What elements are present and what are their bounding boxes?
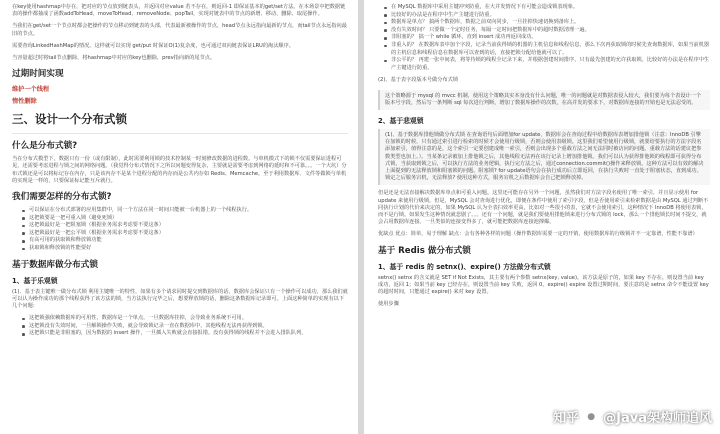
document-page-right [364,0,720,434]
avatar-icon: ● [583,409,599,425]
expiry-heading: 过期时间实现 [12,69,64,80]
pessimistic-after-paragraph: 但是还是无法直接解决数据库单点和可重入问题。这里还可能存在另外一个问题，虽然我们对方法字段名使用了唯一索引，并且显示使用 for update 来使用行级锁。但是，MySQL 会对查询进行优化，即便在条件中使用了索引字段，但是否使用索引来检索数据是由 MySQL 通过判断不同执行计划的代价来决定的，如果 MySQL 认为全表扫效率更高，比如对一些很小的表，它就不会使用索引，这种情况下 InnoDB 将使用表锁，而不是行锁。如果发生这种情况就悲剧了。。。还有一个问题，就是我们要使用排他锁来进行分布式锁的 lock，那么一个排他锁长时间不提交，就会占用数据库连接。一旦类似的连接变得多了，就可能把数据库连接池撑爆。 [378,190,709,226]
optimistic-paragraph: (1)、基于表主键唯一做分布式锁 利用主键唯一的特性，如果有多个请求同时提交到数据库的话，数据库会保证只有一个操作可以成功，那么我们就可以认为操作成功的那个线程获得了该方法的锁，当方法执行完毕之后，想要释放锁的话，删除这条数据库记录即可。上面这种简单的实现有以下几个问题： [12,288,348,309]
list-item: 没有失效时间？ 只要做一个定时任务，每隔一定时间把数据库中的超时数据清理一遍。 [384,27,710,35]
list-item: 可以保证在分布式部署的应用集群中，同一个方法在同一时间只能被一台机器上的一个线程执行。 [22,207,348,215]
list-item: 这把锁没有失效时间，一旦解锁操作失败，就会导致锁记录一直在数据库中，其他线程无法再获得到锁。 [22,323,348,331]
need-heading: 我们需要怎样的分布式锁? [12,192,112,203]
improvement-list [384,4,710,72]
pessimistic-heading: 2、基于悲观锁 [378,116,424,125]
pros-cons-paragraph: 优缺点 优点：简单，易于理解 缺点：会有各种各样的问题（操作数据库需要一定的开销，使用数据库的行级锁并不一定靠谱，性能不靠谱） [378,231,698,238]
optimistic-heading: 1、基于乐观锁 [12,276,58,285]
setnx-paragraph: setnx() setnx 的含义就是 SET if Not Exists，其主要有两个参数 setnx(key, value)。该方法是原子的，如果 key 不存在，则设置当前 key 成功，返回 1；如果当前 key 已经存在，则设置当前 key 失败，返回 0。expire() expire 设置过期时间，要注意的是 setnx 命令不能设置 key 的超时时间，只能通过 expire() 来对 key 设置。 [378,274,709,295]
version-heading: (2)、基于表字段版本号做分布式锁 [378,77,458,84]
what-heading: 什么是分布式锁? [12,141,78,152]
list-item: 非公平的？ 再建一张中间表，将等待锁的线程全记录下来，并根据创建时间排序，只有最先创建的允许获取锁。比较好的办法是在程序中生产主键进行防重。 [384,57,710,72]
list-item: 有高可用的获取锁和释放锁功能 [22,237,348,245]
list-item: 这把锁最好是一把阻塞锁（根据业务需求考虑要不要这条） [22,222,348,230]
version-paragraph: 这个策略源于 mysql 的 mvcc 机制，使用这个策略其实本身没有什么问题，唯一的问题就是对数据表侵入较大，我们要为每个表设计一个版本号字段，然后写一条判断 sql 每次进行判断，增加了数据库操作的次数，在高并发的要求下，对数据库连接的开销也是无法忍受的。 [385,92,702,106]
need-list [22,207,348,253]
intro-paragraph: 需要查询LinkedHashMap的情况。这样就可以实现 get/put 时保证O(1)复杂度，也可通过双向链表保证LRU的淘汰顺序。 [12,42,294,49]
divider [12,133,348,134]
pessimistic-paragraph: (1)、基于数据库排他锁做分布式锁 在查询语句后面增加for update，数据库会在查询过程中给数据库表增加排他锁（注意：InnoDB 引擎在加锁的时候，只有通过索引进行检索的时候才会使用行级锁，否则会使用表级锁。这里我们希望使用行级锁，就要给要执行的方法字段名添加索引，值得注意的是，这个索引一定要创建成唯一索引，否则会出现多个重载方法之间无法同时被访问的问题。重载方法的话建议把参数类型也加上。）。当某条记录被加上排他锁之后，其他线程无法再在该行记录上增加排他锁。我们可以认为获得排他锁的线程即可获得分布式锁，当获取到锁之后，可以执行方法的业务逻辑，执行完方法之后，通过connection.commit()操作来释放锁。这种方法可以有效的解决上面提到的无法释放锁和阻塞锁的问题。阻塞锁? for update语句会在执行成功后立即返回，在执行失败时一直处于阻塞状态，直到成功。锁定之后服务宕机，无法释放? 使用这种方式，服务宕机之后数据库会自己把锁释放掉。 [385,131,704,182]
list-item: 这把锁最好是一把公平锁（根据业务需求考虑要不要这条） [22,230,348,238]
optimistic-list [22,315,348,338]
section-title: 三、设计一个分布式锁 [12,112,127,127]
version-quote [378,90,710,110]
list-item: 这把锁要是一把可重入锁（避免死锁） [22,215,348,223]
list-item: 这把锁只能是非阻塞的，因为数据的 insert 操作，一旦插入失败就会直接报错。没有获得锁的线程并不会进入排队队列， [22,330,348,338]
intro-paragraph: 在key使用hashmap中存在，把对应的节点放到链表头，并返回对应value 若不存在，则返回-1 即保证基本的get/set方法。在本场景中把数据链表的操作都抽成了函数addToHead、moveToHead、removeNode、popTail，实现对链表中的节点的新增、移动、删除、取尾操作。 [12,4,346,18]
document-page-left [0,0,358,434]
setnx-heading: 1、基于 redis 的 setnx()、expire() 方法做分布式锁 [378,262,551,271]
list-item: 非阻塞的？ 搞一个 while 循环，直到 insert 成功再返回成功。 [384,34,710,42]
intro-paragraph: 当容量超过时将tail节点删除，将hashmap中对应的key也删除，prev指向新的尾节点。 [12,55,216,62]
watermark [553,407,712,426]
list-item: 比较好的办法是在程序中生产主键进行防重。 [384,12,710,20]
expiry-item: 惰性删除 [12,98,37,106]
list-item: 在 MySQL 数据库中采用主键冲突防重，在大并发情况下有可能会造成锁表现象。 [384,4,710,12]
expiry-item: 维护一个线程 [12,86,50,94]
usage-label: 使用步骤 [378,301,399,308]
pessimistic-quote [378,129,710,185]
list-item: 这把锁强依赖数据库的可用性，数据库是一个单点，一旦数据库挂掉，会导致业务系统不可用。 [22,315,348,323]
redis-heading: 基于 Redis 做分布式锁 [378,245,471,256]
list-item: 获取锁和释放锁的性能要好 [22,245,348,253]
zhihu-watermark: 知乎 [553,411,580,426]
what-paragraph: 当在分布式模型下，数据只有一份（或有限制），此时需要利用锁的技术控制某一时刻修改数据的进程数。与单机模式下的锁不仅需要保证进程可见，还需要考虑进程与锁之间的网络问题。（我觉得分布式情况下之所以问题变得复杂，主要就是需要考虑到网络的延时和不可靠。。。一个大坑）分布式锁还是可以将标记存在内存，只是该内存不是某个进程分配的内存而是公共内存如 Redis、Memcache。至于利用数据库、文件等做锁与单机的实现是一样的，只要保证标记能互斥就行。 [12,156,347,184]
author-handle: @Java架构师追风 [603,411,712,426]
db-lock-heading: 基于数据库做分布式锁 [12,259,98,270]
list-item: 非重入的？ 在数据库表中加个字段，记录当前获得锁的机器的主机信息和线程信息，那么下次再获取锁的时候先查询数据库，如果当前机器的主机信息和线程信息在数据库可以查到的话，直接把锁分配给他就可以了。 [384,42,710,57]
list-item: 数据库是单点？ 搞两个数据库，数据之前双向同步，一旦挂掉快速切换到备库上。 [384,19,710,27]
intro-paragraph: 当我们在get/set一个节点时都会把操作的节点移动到链表的头部，代表最新被操作的节点，head节点永远指向最新的节点，而tail节点永远指向最旧的节点。 [12,23,347,37]
